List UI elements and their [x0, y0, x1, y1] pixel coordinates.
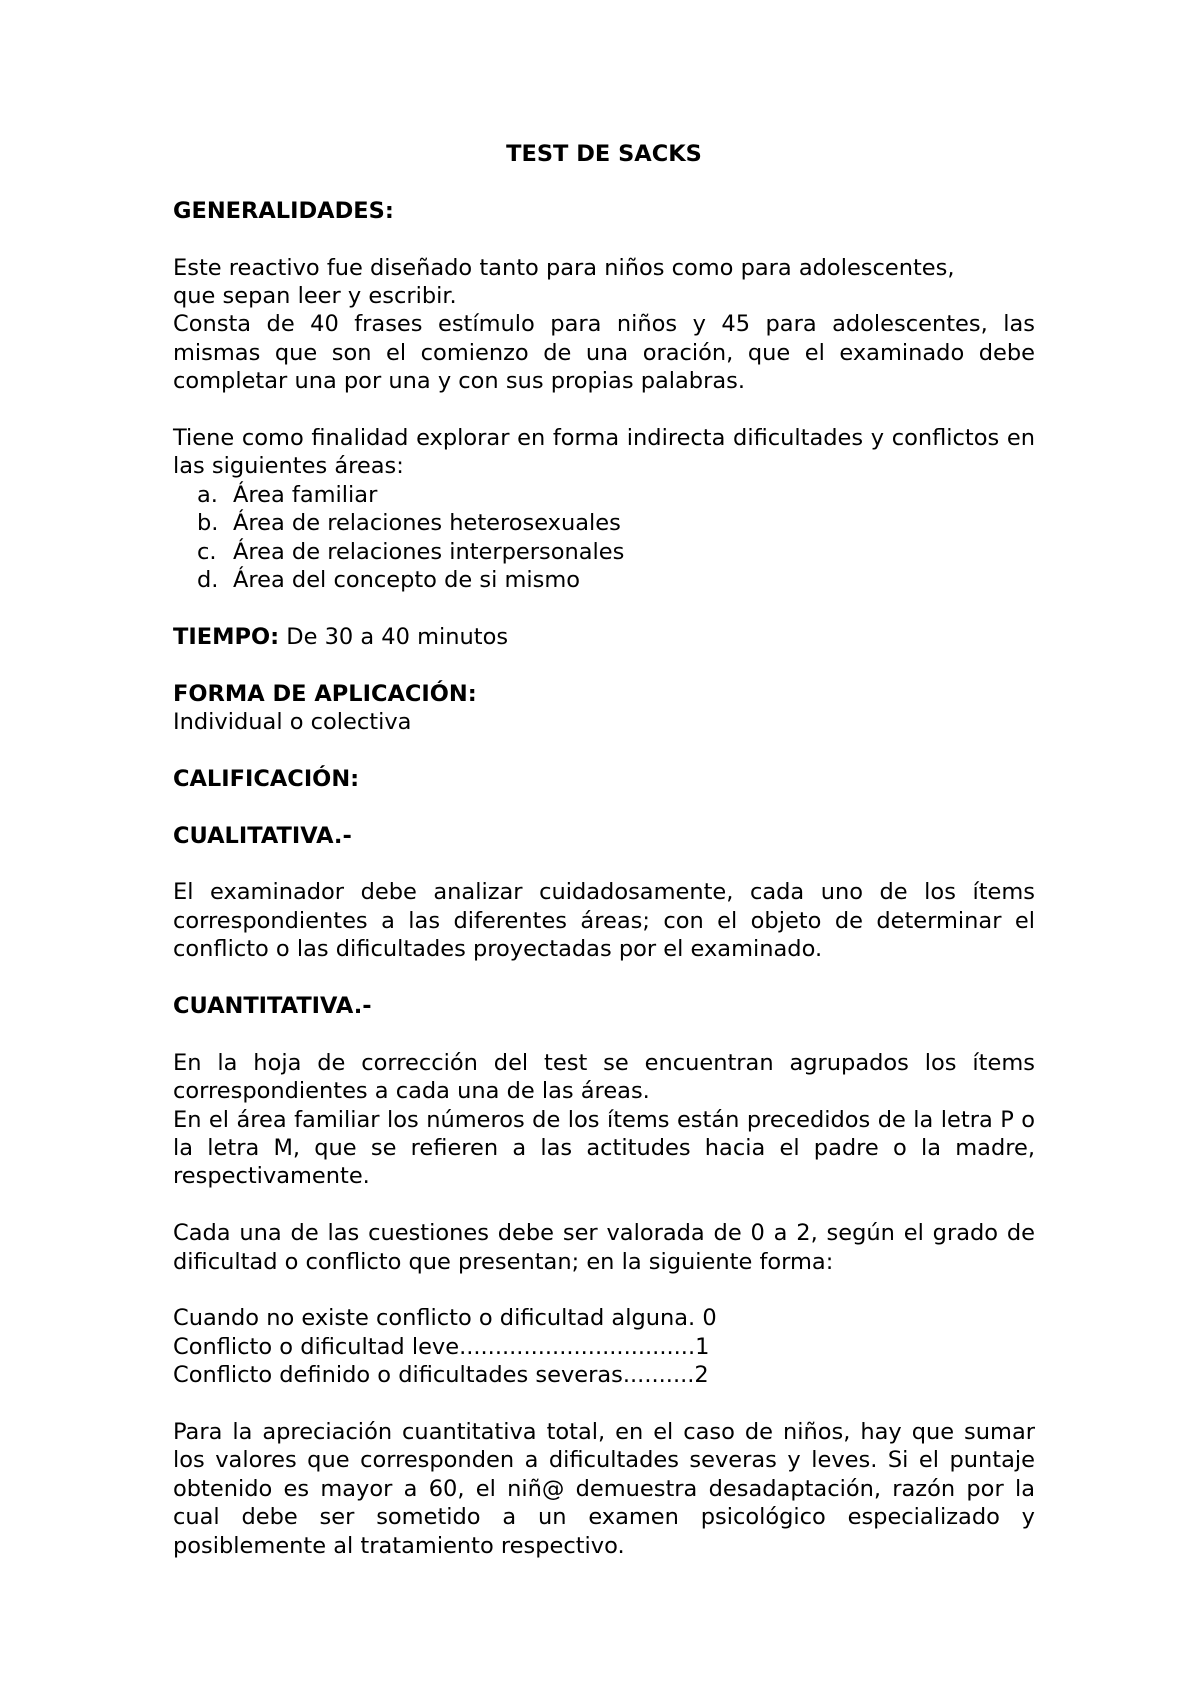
calificacion-heading: CALIFICACIÓN: — [173, 765, 360, 792]
cuantitativa-paragraph-4: Para la apreciación cuantitativa total, en el caso de niños, hay que sumar los valores que corresponden a dificultades severas y leves. Si el puntaje obtenido es mayor a 60, el niñ@ demuestra desadaptación, razón por la cual debe ser sometido a un examen psicológico especializado y posiblemente al tratamiento respectivo. — [173, 1419, 1035, 1559]
cuantitativa-heading: CUANTITATIVA.- — [173, 993, 372, 1020]
generalidades-line-2: que sepan leer y escribir. — [173, 283, 457, 309]
score-line-2: Conflicto definido o dificultades severas..........2 — [173, 1362, 709, 1389]
generalidades-heading: GENERALIDADES: — [173, 197, 394, 224]
cuantitativa-paragraph-3: Cada una de las cuestiones debe ser valorada de 0 a 2, según el grado de dificultad o conflicto que presentan; en la siguiente forma: — [173, 1220, 1035, 1275]
list-item — [197, 538, 1035, 566]
score-line-1: Conflicto o dificultad leve.................................1 — [173, 1333, 710, 1360]
tiempo-value: De 30 a 40 minutos — [279, 623, 509, 650]
list-marker: c. — [197, 538, 217, 565]
list-item-text: Área familiar — [233, 481, 378, 508]
areas-list — [173, 481, 1035, 595]
forma-value: Individual o colectiva — [173, 709, 412, 736]
score-line-0: Cuando no existe conflicto o dificultad alguna. 0 — [173, 1305, 717, 1332]
tiempo-line — [173, 623, 1035, 651]
list-marker: b. — [197, 510, 219, 537]
list-item — [197, 509, 1035, 537]
tiempo-label: TIEMPO: — [173, 623, 280, 650]
forma-heading: FORMA DE APLICACIÓN: — [173, 680, 477, 707]
score-scale — [173, 1304, 1035, 1389]
list-item — [197, 481, 1035, 509]
document-page — [173, 140, 1035, 1560]
document-title: TEST DE SACKS — [506, 141, 702, 167]
list-marker: a. — [197, 481, 218, 508]
generalidades-paragraph-3: Tiene como finalidad explorar en forma indirecta dificultades y conflictos en las siguientes áreas: — [173, 425, 1035, 480]
cuantitativa-paragraph-1: En la hoja de corrección del test se encuentran agrupados los ítems correspondientes a cada una de las áreas. — [173, 1049, 1035, 1105]
generalidades-paragraph-1 — [173, 254, 1035, 311]
list-item — [197, 566, 1035, 594]
cualitativa-heading: CUALITATIVA.- — [173, 822, 352, 849]
list-item-text: Área del concepto de si mismo — [233, 567, 581, 594]
cuantitativa-paragraph-2: En el área familiar los números de los ítems están precedidos de la letra P o la letra M, que se refieren a las actitudes hacia el padre o la madre, respectivamente. — [173, 1106, 1035, 1190]
list-item-text: Área de relaciones interpersonales — [233, 538, 625, 565]
list-item-text: Área de relaciones heterosexuales — [233, 510, 621, 537]
generalidades-line-1: Este reactivo fue diseñado tanto para niños como para adolescentes, — [173, 254, 955, 281]
cualitativa-paragraph: El examinador debe analizar cuidadosamente, cada uno de los ítems correspondientes a las diferentes áreas; con el objeto de determinar el conflicto o las dificultades proyectadas por el examinado. — [173, 879, 1035, 963]
list-marker: d. — [197, 567, 219, 594]
generalidades-paragraph-2: Consta de 40 frases estímulo para niños y 45 para adolescentes, las mismas que son el comienzo de una oración, que el examinado debe completar una por una y con sus propias palabras. — [173, 311, 1035, 395]
